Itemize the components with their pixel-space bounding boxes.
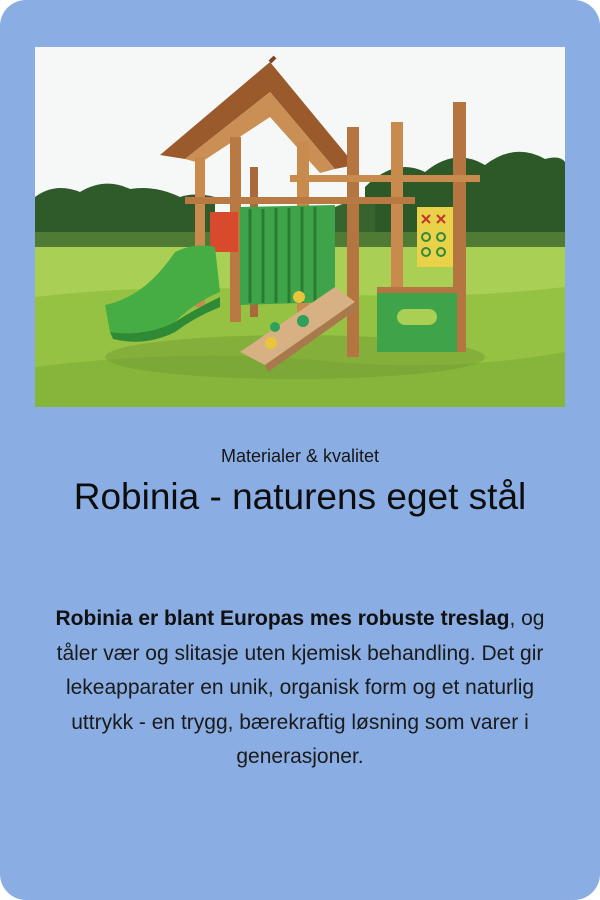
body-bold-lead: Robinia er blant Europas mes robuste treslag [55, 607, 510, 630]
section-eyebrow: Materialer & kvalitet [220, 446, 380, 466]
playground-photo [35, 47, 565, 407]
card-body-text [55, 602, 545, 775]
card-title: Robinia - naturens eget stål [73, 476, 527, 517]
body-rest: , og tåler vær og slitasje uten kjemisk behandling. Det gir lekeapparater en unik, organisk form og et naturlig uttrykk - en trygg, bærekraftig løsning som varer i generasjoner. [56, 607, 545, 768]
